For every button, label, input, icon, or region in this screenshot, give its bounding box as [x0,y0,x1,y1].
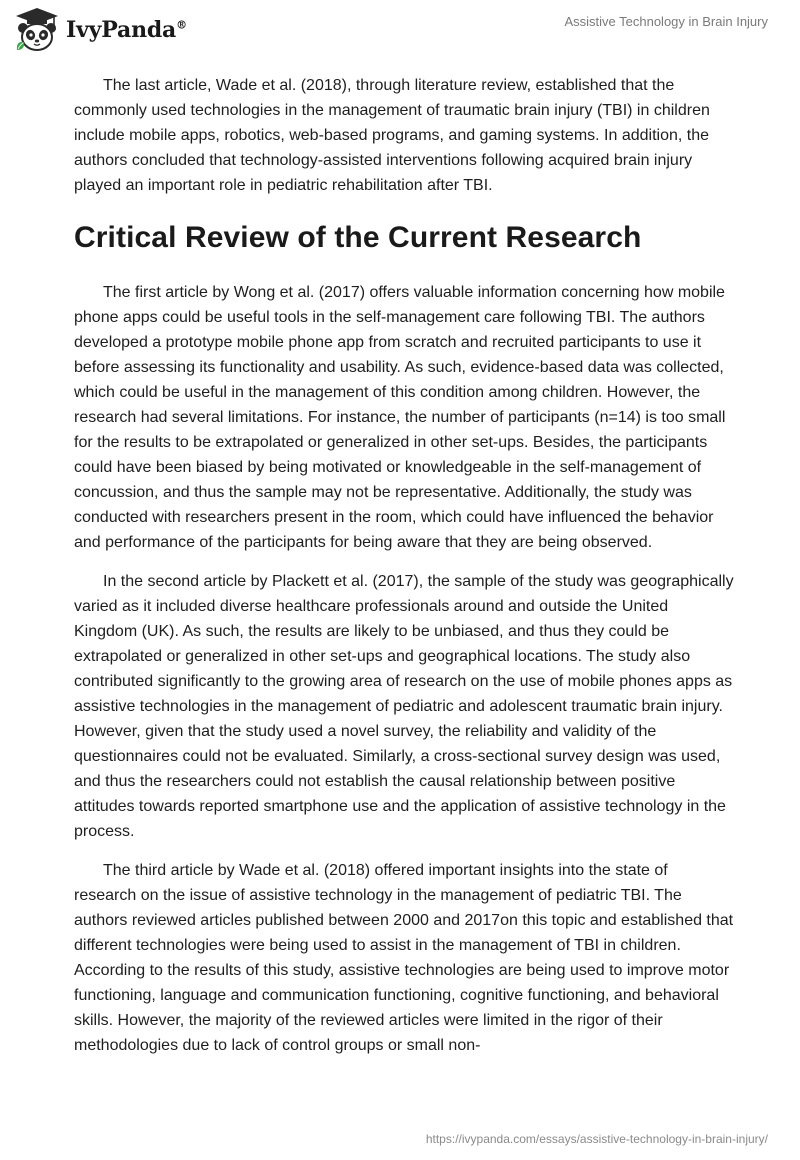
document-title: Assistive Technology in Brain Injury [564,14,768,29]
ivypanda-logo[interactable] [14,6,187,54]
registered-mark: ® [176,18,187,32]
source-url[interactable]: https://ivypanda.com/essays/assistive-technology-in-brain-injury/ [425,1132,768,1146]
section-heading: Critical Review of the Current Research [74,221,642,254]
paragraph-wong: The first article by Wong et al. (2017) offers valuable information concerning how mobile phone apps could be useful tools in the self-management care following TBI. The authors developed a prototype mobile phone app from scratch and recruited participants to use it before assessing its functionality and usability. As such, evidence-based data was collected, which could be useful in the management of this condition among children. However, the research had several limitations. For instance, the number of participants (n=14) is too small for the results to be extrapolated or generalized in other set-ups. Besides, the participants could have been biased by being motivated or knowledgeable in the self-management of concussion, and thus the sample may not be representative. Additionally, the study was conducted with researchers present in the room, which could have influenced the behavior and performance of the participants for being aware that they are being observed. [74,284,726,551]
panda-mascot-icon [14,6,60,54]
paragraph-plackett: In the second article by Plackett et al. (2017), the sample of the study was geographically varied as it included diverse healthcare professionals around and outside the United Kingdom (UK). As such, the results are likely to be unbiased, and thus they could be extrapolated or generalized in other set-ups and geographical locations. The study also contributed significantly to the growing area of research on the use of mobile phones apps as assistive technologies in the management of pediatric and adolescent traumatic brain injury. However, given that the study used a novel survey, the reliability and validity of the questionnaires could not be evaluated. Similarly, a cross-sectional survey design was used, and thus the researchers could not establish the causal relationship between positive attitudes towards reported smartphone use and the application of assistive technology in the process. [74,573,734,840]
essay-body [74,73,734,1058]
logo-wordmark: IvyPanda® [66,17,187,43]
paragraph-wade: The third article by Wade et al. (2018) offered important insights into the state of research on the issue of assistive technology in the management of pediatric TBI. The authors reviewed articles published between 2000 and 2017on this topic and established that different technologies were being used to assist in the management of TBI in children. According to the results of this study, assistive technologies are being used to improve motor functioning, language and communication functioning, cognitive functioning, and behavioral skills. However, the majority of the reviewed articles were limited in the rigor of their methodologies due to lack of control groups or small non- [74,862,734,1054]
page-header [0,0,800,70]
intro-paragraph: The last article, Wade et al. (2018), through literature review, established that the commonly used technologies in the management of traumatic brain injury (TBI) in children include mobile apps, robotics, web-based programs, and gaming systems. In addition, the authors concluded that technology-assisted interventions following acquired brain injury played an important role in pediatric rehabilitation after TBI. [74,77,710,194]
